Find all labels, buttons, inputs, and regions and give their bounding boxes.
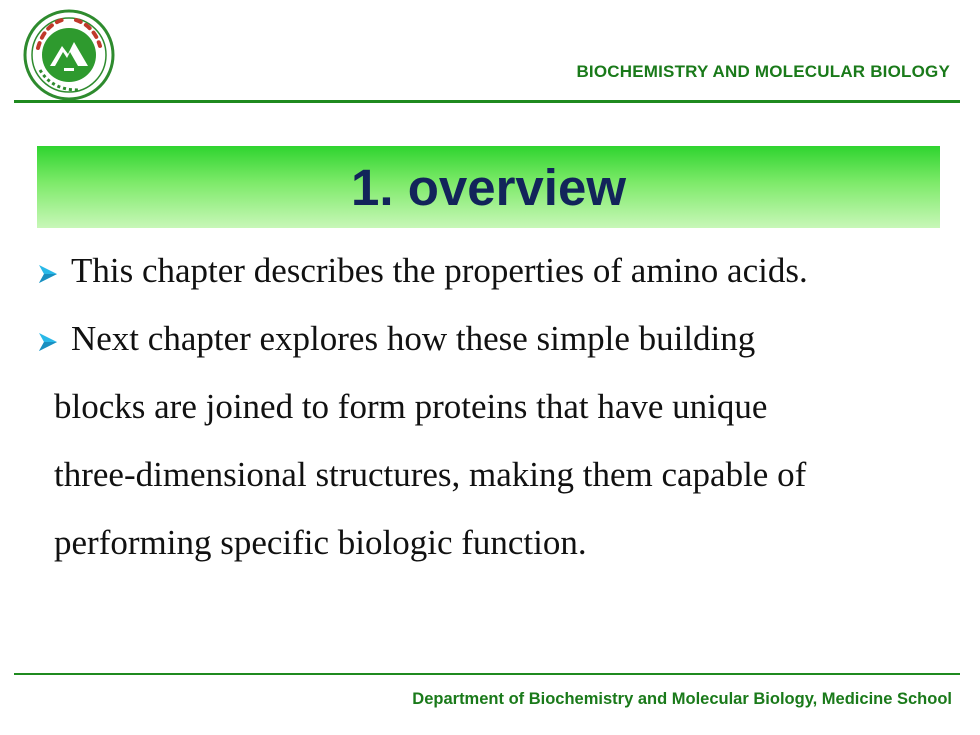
slide-body [37, 237, 942, 577]
university-seal-icon [22, 8, 116, 102]
bullet-item [37, 305, 942, 373]
bullet-text-line: three-dimensional structures, making them capable of [54, 455, 807, 494]
arrow-bullet-icon [37, 305, 71, 373]
footer-divider [14, 673, 960, 675]
header-divider [14, 100, 960, 103]
bullet-text-line: blocks are joined to form proteins that have unique [54, 387, 768, 426]
footer-text: Department of Biochemistry and Molecular Biology, Medicine School [412, 690, 952, 708]
bullet-text: This chapter describes the properties of amino acids. [71, 251, 808, 290]
bullet-text-line: performing specific biologic function. [54, 523, 587, 562]
bullet-item [37, 237, 942, 305]
bullet-text-line: Next chapter explores how these simple building [71, 319, 756, 358]
arrow-bullet-icon [37, 237, 71, 305]
section-banner [37, 146, 940, 228]
course-title: BIOCHEMISTRY AND MOLECULAR BIOLOGY [576, 62, 950, 81]
section-title: 1. overview [351, 158, 626, 216]
